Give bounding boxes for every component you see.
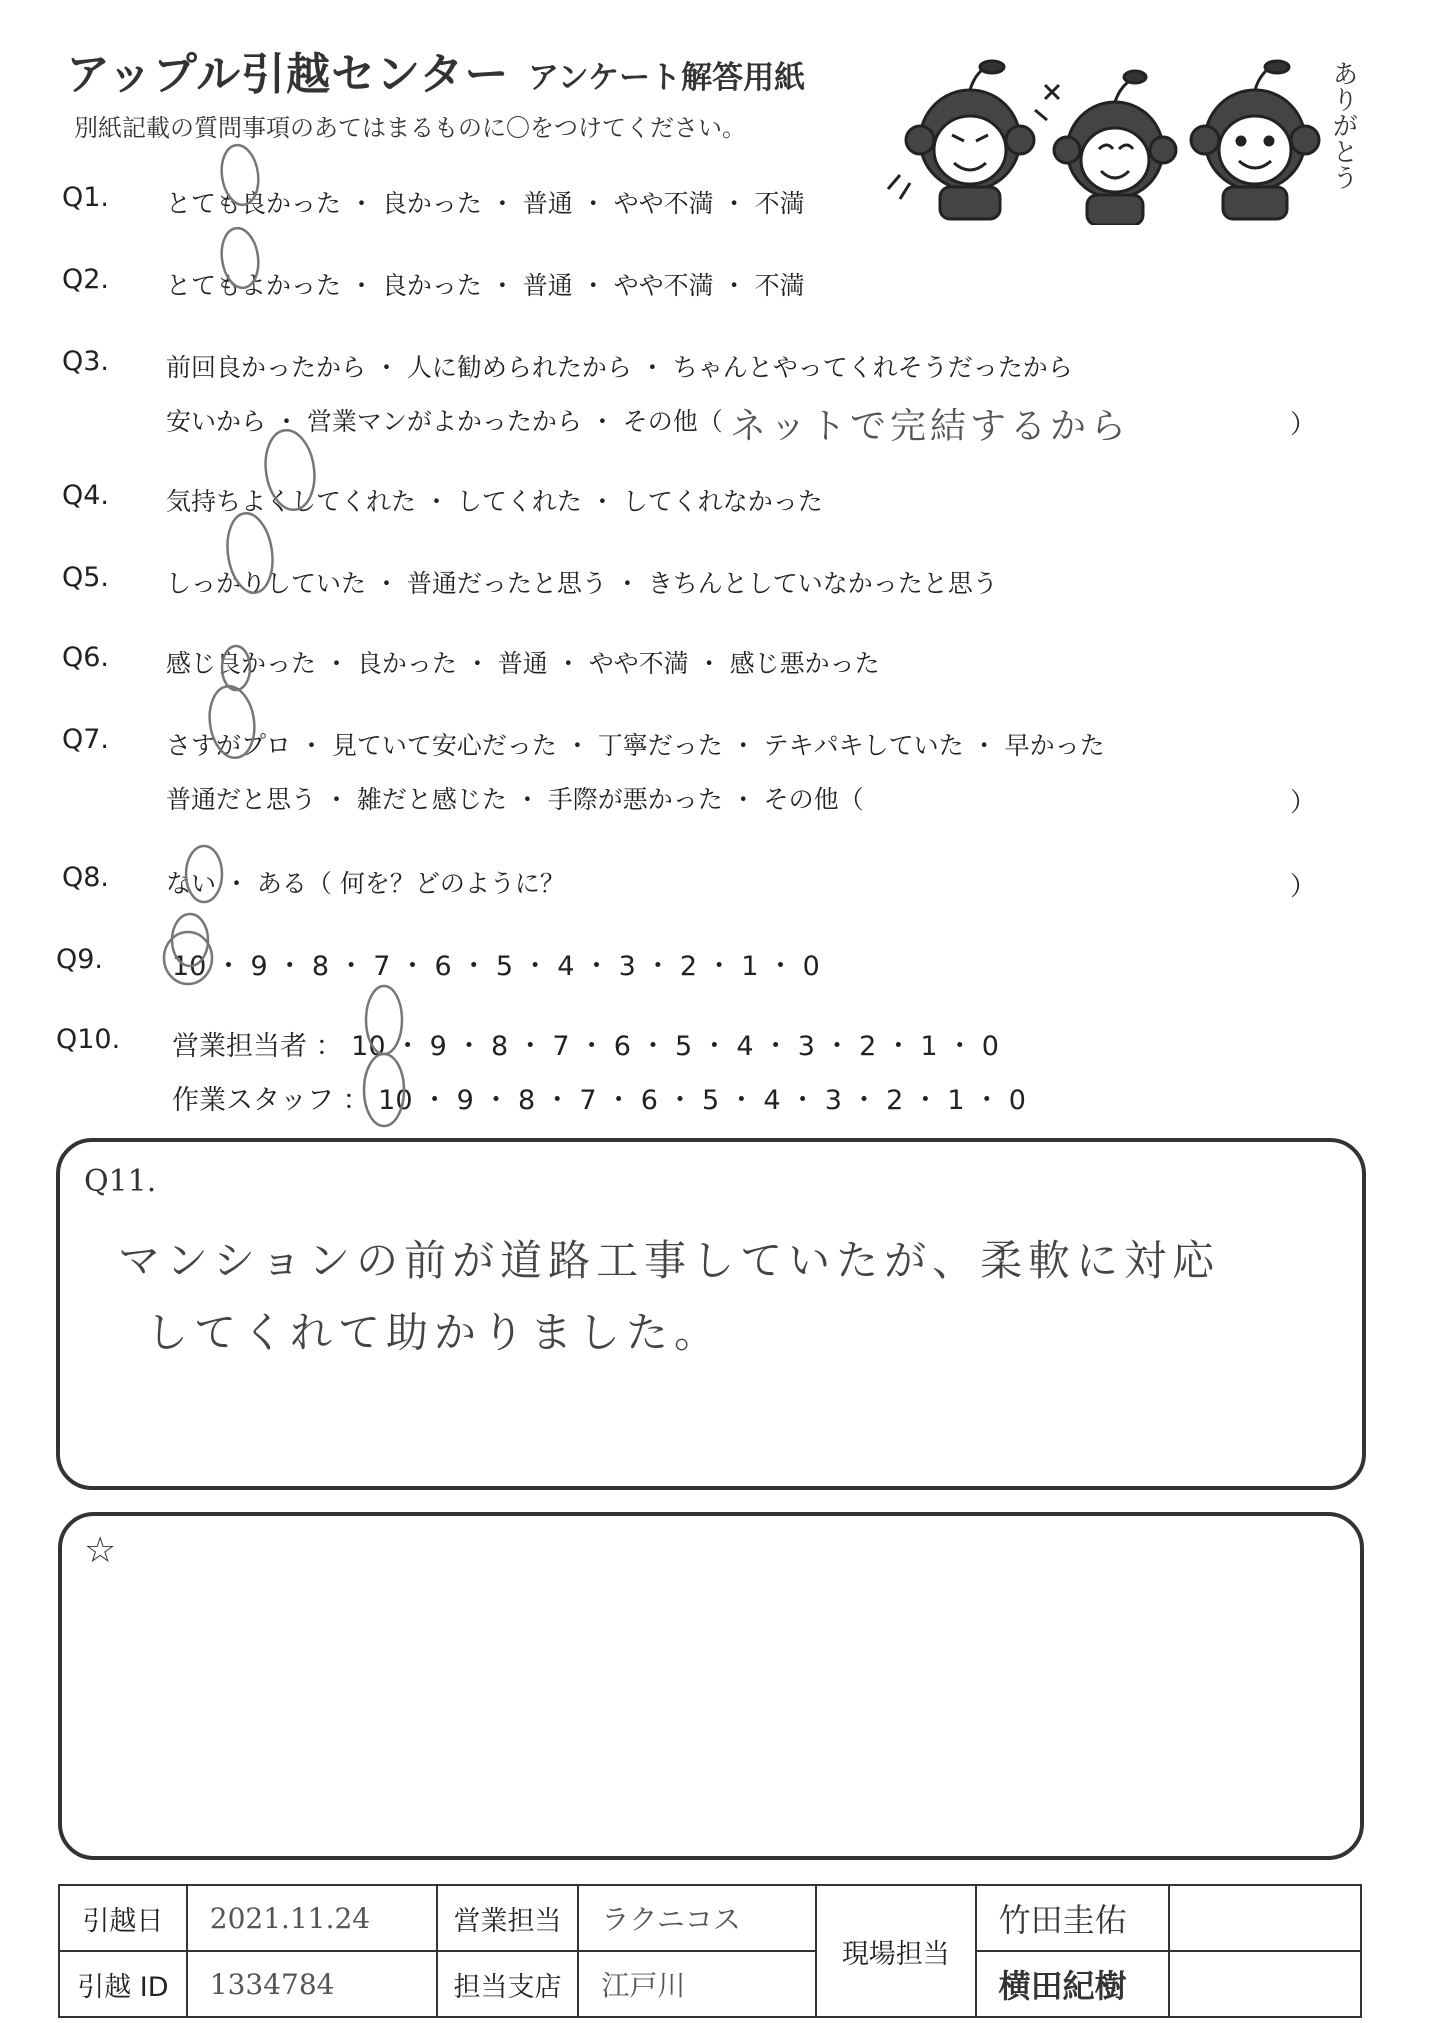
branch-label: 担当支店 [437,1951,579,2017]
q9-scale[interactable]: 10 ・ 9 ・ 8 ・ 7 ・ 6 ・ 5 ・ 4 ・ 3 ・ 2 ・ 1 ・ 0 [172,951,820,982]
q3-number: Q3. [62,346,110,377]
q8-options[interactable]: ない ・ ある（ 何を？どのように？ [166,869,565,898]
site-staff-1[interactable]: 竹田圭佑 [976,1885,1170,1951]
q5-number: Q5. [62,562,110,593]
q2-options[interactable]: とてもよかった ・ 良かった ・ 普通 ・ やや不満 ・ 不満 [166,271,805,300]
q7-close-paren: ） [1290,788,1317,818]
q8-close-paren: ） [1290,872,1317,902]
q1-options[interactable]: とても良かった ・ 良かった ・ 普通 ・ やや不満 ・ 不満 [166,189,805,218]
instruction-text: 別紙記載の質問事項のあてはまるものに〇をつけてください。 [74,114,746,142]
form-title: アップル引越センター [66,49,510,100]
mascot-caption: ありがとう [1328,60,1358,190]
form-subtitle: アンケート解答用紙 [528,60,806,96]
q8-number: Q8. [62,862,110,893]
site-staff-extra-2[interactable] [1169,1951,1361,2017]
move-info-table [58,1884,1362,2018]
move-date-value[interactable]: 2021.11.24 [187,1885,437,1951]
q3-options-line1[interactable]: 前回良かったから ・ 人に勧められたから ・ ちゃんとやってくれそうだったから [166,353,1073,382]
site-staff-label: 現場担当 [816,1885,976,2017]
q7-number: Q7. [62,724,110,755]
sales-rep-label: 営業担当 [437,1885,579,1951]
q4-number: Q4. [62,480,110,511]
q9-number: Q9. [56,944,104,975]
free-comment-box[interactable] [58,1512,1364,1860]
branch-value[interactable]: 江戸川 [578,1951,816,2017]
q1-number: Q1. [62,182,110,213]
q4-options[interactable]: 気持ちよくしてくれた ・ してくれた ・ してくれなかった [166,487,823,516]
q11-comment-line2: してくれて助かりました。 [146,1308,723,1357]
q3-close-paren: ） [1290,410,1317,440]
q7-options-line2[interactable]: 普通だと思う ・ 雑だと感じた ・ 手際が悪かった ・ その他（ [166,785,864,814]
monkey-icon [1191,61,1319,219]
q3-options-line2[interactable]: 安いから ・ 営業マンがよかったから ・ その他（ [166,407,723,436]
mascot-illustration [880,55,1350,225]
q10-staff-scale[interactable]: 作業スタッフ ： 10 ・ 9 ・ 8 ・ 7 ・ 6 ・ 5 ・ 4 ・ 3 ・ 2 ・ 1 ・ 0 [172,1085,1026,1116]
q6-number: Q6. [62,642,110,673]
site-staff-2[interactable]: 横田紀樹 [976,1951,1170,2017]
move-date-label: 引越日 [59,1885,187,1951]
star-label: ☆ [84,1530,117,1571]
monkey-icon [1035,71,1176,225]
q11-label: Q11. [84,1164,157,1199]
move-id-value[interactable]: 1334784 [187,1951,437,2017]
q10-sales-scale[interactable]: 営業担当者 ： 10 ・ 9 ・ 8 ・ 7 ・ 6 ・ 5 ・ 4 ・ 3 ・ 2 ・ 1 ・ 0 [172,1031,999,1062]
site-staff-extra-1[interactable] [1169,1885,1361,1951]
q5-options[interactable]: しっかりしていた ・ 普通だったと思う ・ きちんとしていなかったと思う [166,569,998,598]
q2-number: Q2. [62,264,110,295]
q10-number: Q10. [56,1024,121,1055]
q3-other-answer[interactable]: ネットで完結するから [730,406,1131,447]
q7-options-line1[interactable]: さすがプロ ・ 見ていて安心だった ・ 丁寧だった ・ テキパキしていた ・ 早かった [166,731,1105,760]
q6-options[interactable]: 感じ良かった ・ 良かった ・ 普通 ・ やや不満 ・ 感じ悪かった [166,649,880,678]
q11-comment-line1: マンションの前が道路工事していたが、柔軟に対応 [118,1236,1221,1285]
sales-rep-value[interactable]: ラクニコス [578,1885,816,1951]
move-id-label: 引越 ID [59,1951,187,2017]
monkey-icon [888,61,1034,219]
